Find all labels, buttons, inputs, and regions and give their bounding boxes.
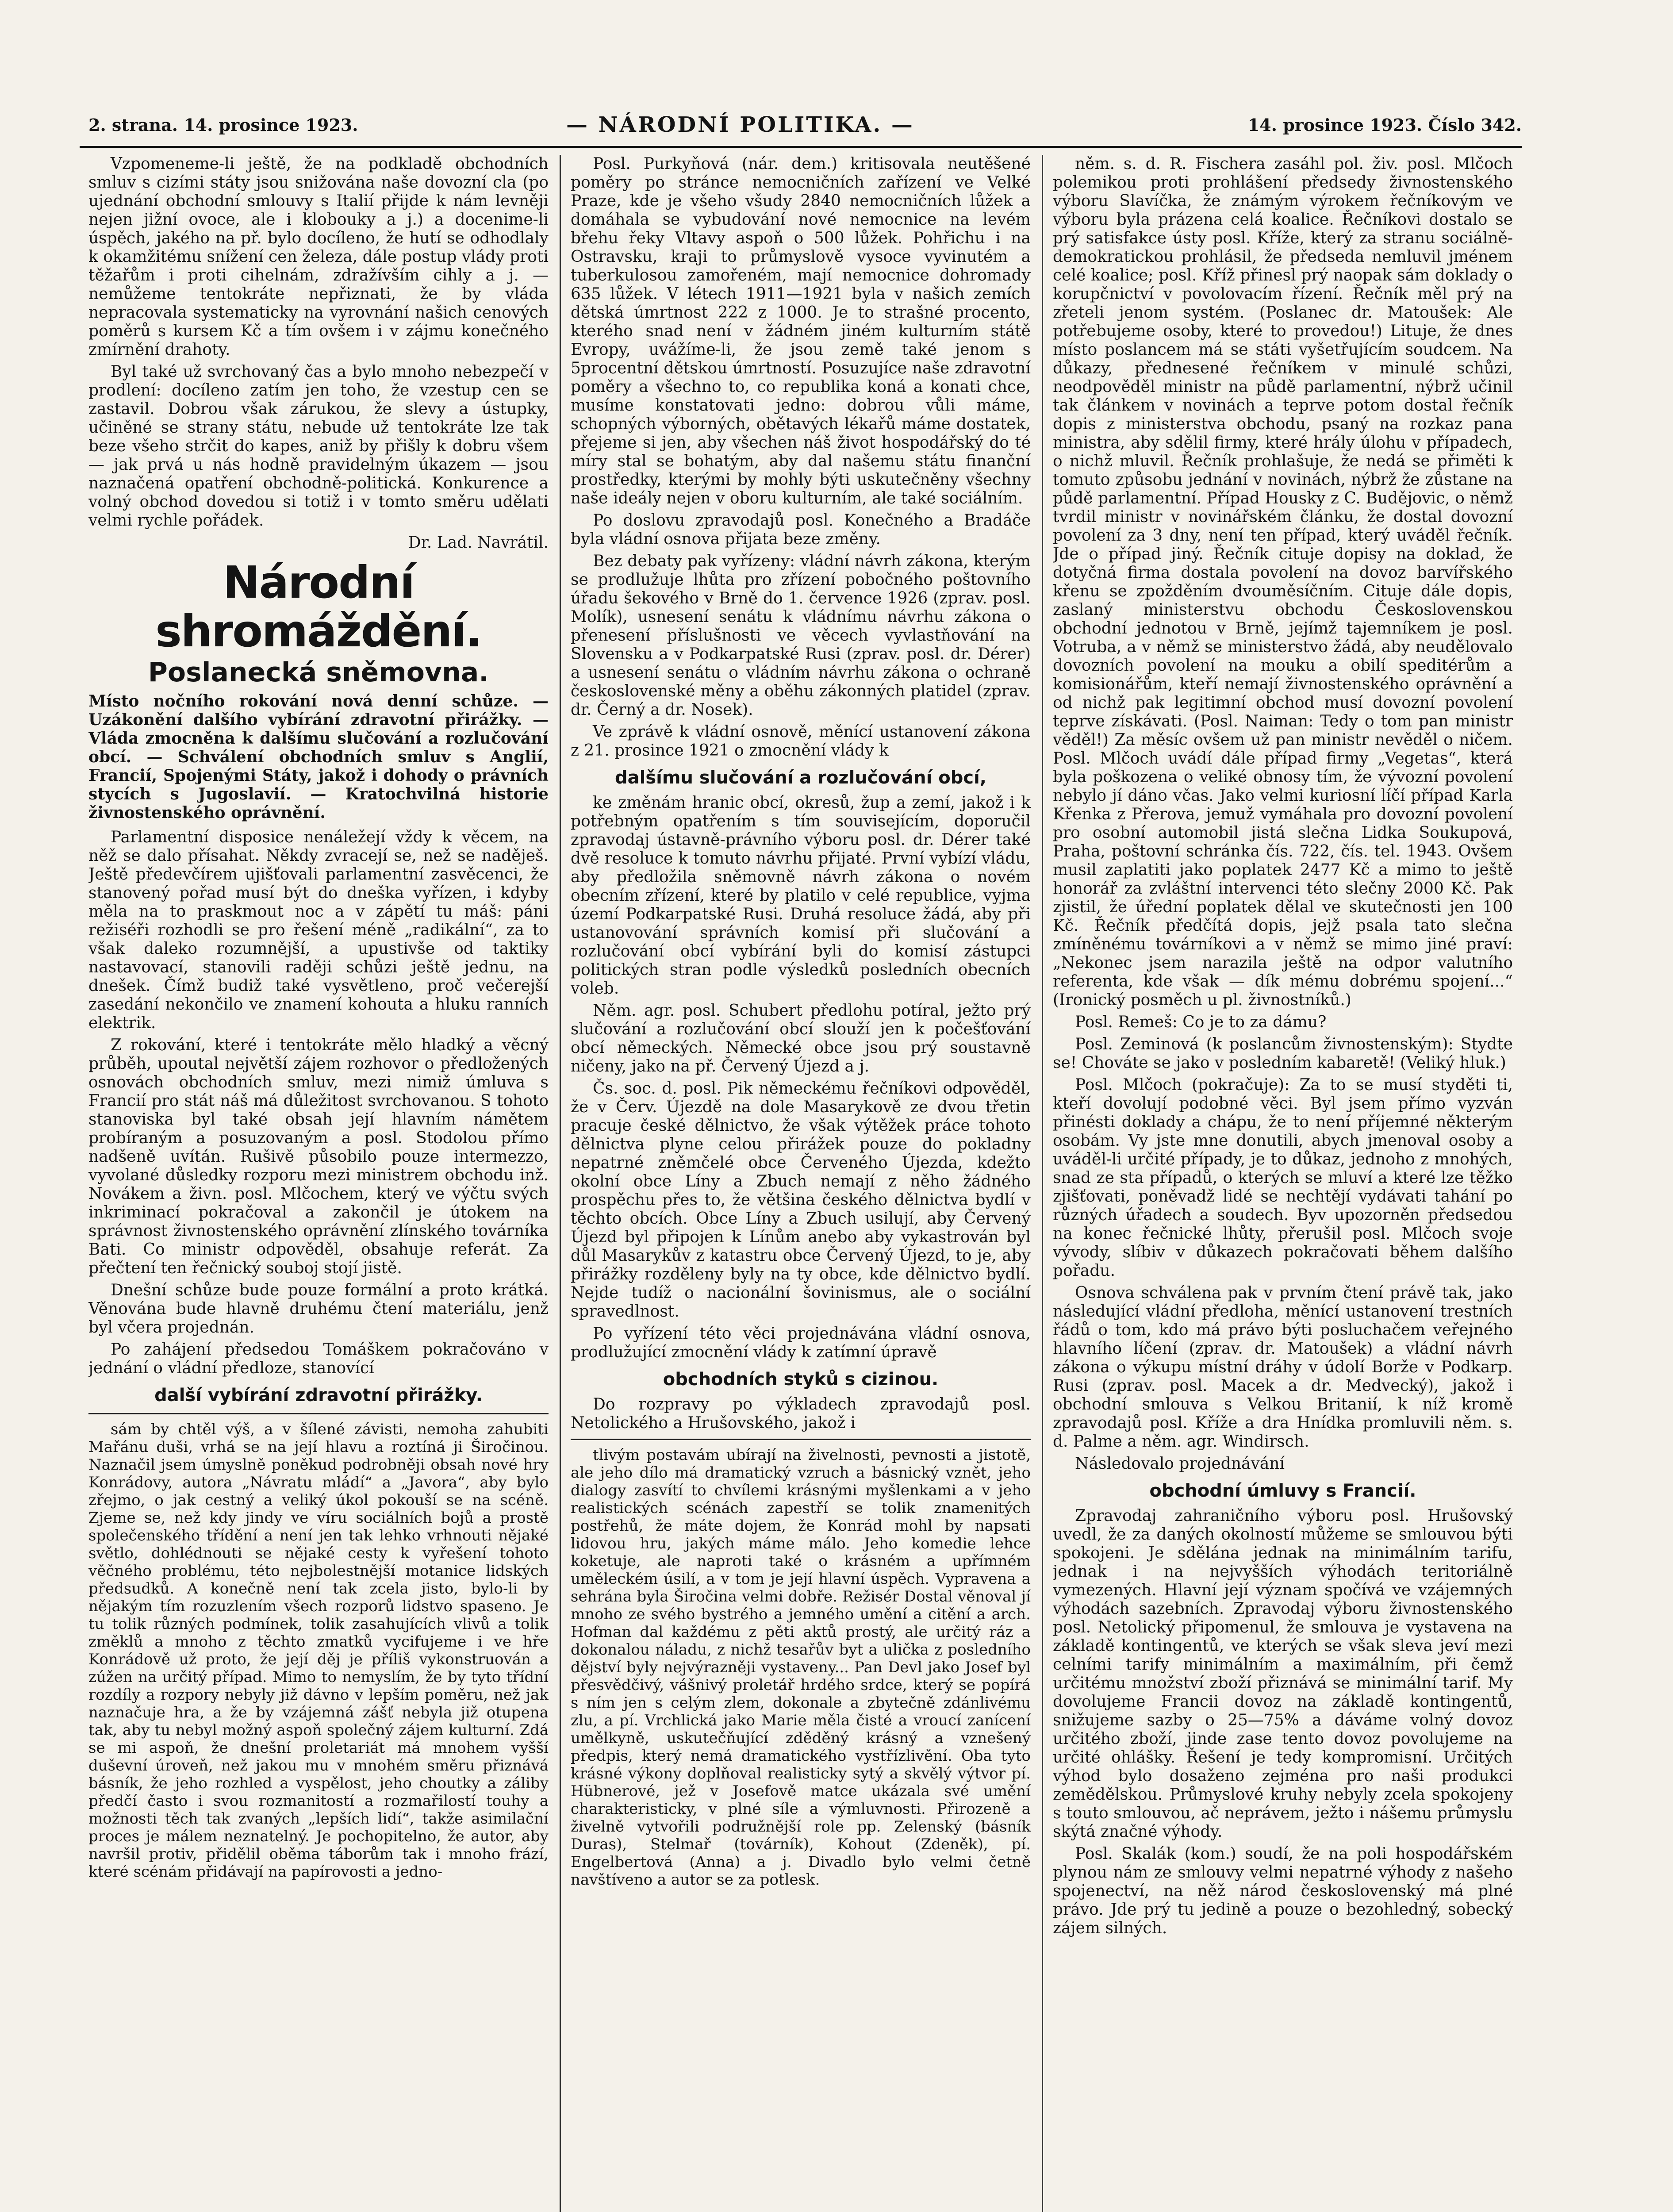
paragraph: Posl. Remeš: Co je to za dámu? [1075, 1013, 1327, 1031]
paragraph: Čs. soc. d. posl. Pik německému řečníkovi odpověděl, že v Červ. Újezdě na dole Masarykově ze dvou třetin pracuje české dělnictvo, že však výtěžek práce tohoto dělnictva plyne celou přirážek pouze do pokladny nepatrné zněmčelé obce Červeného Újezda, kdežto okolní obce Líny a Zbuch nemají z něho žádného prospěchu přes to, že většina českého dělnictva bydlí v těchto obcích. Obce Líny a Zbuch usilují, aby Červený Újezd byl připojen k Línům anebo aby vykastrován byl důl Masarykův z katastru obce Červený Újezd, to je, aby přirážky rozděleny byly na ty obce, kde dělnictvo bydlí. Nejde tudíž o nacionální šovinismus, ale o sociální spravedlnost. [571, 1079, 1031, 1321]
paragraph: Posl. Zeminová (k poslancům živnostenským): Stydte se! Chováte se jako v posledním kabaretě! (Veliký hluk.) [1053, 1035, 1513, 1072]
feuilleton-rule [571, 1439, 1031, 1440]
header-left: 2. strana. 14. prosince 1923. [88, 115, 358, 135]
paragraph: Po doslovu zpravodajů posl. Konečného a Bradáče byla vládní osnova přijata beze změny. [571, 511, 1031, 548]
section-title: Národní shromáždění. [155, 557, 482, 657]
column-divider [560, 155, 561, 2212]
column-1 [88, 155, 549, 2212]
paragraph: Něm. agr. posl. Schubert předlohu potíral, ježto prý slučování a rozlučování obcí slouží jen k počešťování obcí německých. Německé obce jsou prý soustavně ničeny, jako na př. Červený Újezd a j. [571, 1002, 1031, 1075]
article-lead: Místo nočního rokování nová denní schůze. — Uzákonění dalšího vybírání zdravotní přirážky. — Vláda zmocněna k dalšímu slučování a rozlučování obcí. — Schválení obchodních smluv s Anglií, Francií, Spojenými Státy, jakož i dohody o právních stycích s Jugoslavií. — Kratochvilná historie živnostenského oprávnění. [88, 692, 549, 822]
feuilleton-rule [88, 1413, 549, 1414]
paragraph: Byl také už svrchovaný čas a bylo mnoho nebezpečí v prodlení: docíleno zatím jen toho, že vzestup cen se zastavil. Dobrou však zárukou, že slevy a ústupky, učiněné se strany státu, nebude už tentokráte lze tak beze všeho strčit do kapes, aniž by přišly k dobru všem — jak prvá u nás hodně pravidelným úkazem — jsou naznačená opatření obchodně-politická. Konkurence a volný obchod dovedou si totiž i v tomto směru udělati velmi rychle pořádek. [88, 363, 549, 530]
paragraph: Bez debaty pak vyřízeny: vládní návrh zákona, kterým se prodlužuje lhůta pro zřízení pobočného poštovního úřadu šekového v Brně do 1. července 1926 (zprav. posl. Molík), usnesení senátu k vládnímu návrhu zákona o přenesení příslušnosti ve věcech vyvlastňování na Slovensku a v Podkarpatské Rusi (zprav. posl. dr. Dérer) a usnesení senátu o vládním návrhu zákona o ochraně československé měny a oběhu zákonných platidel (zprav. dr. Černý a dr. Nosek). [571, 552, 1031, 719]
subheading: obchodních styků s cizinou. [663, 1369, 939, 1390]
paragraph: něm. s. d. R. Fischera zasáhl pol. živ. posl. Mlčoch polemikou proti prohlášení předsedy živnostenského výboru Slavíčka, že známým výrokem řečníkovým ve výboru byla prázena celá koalice. Řečníkovi dostalo se prý satisfakce ústy posl. Kříže, který za stranu sociálně-demokratickou prohlásil, že předseda nemluvil jménem celé koalice; posl. Kříž přinesl prý naopak sám doklady o korupčnictví v povolovacím řízení. Řečník měl prý na zřeteli jenom systém. (Poslanec dr. Matoušek: Ale potřebujeme osoby, které to provedou!) Lituje, že dnes místo poslancem má se státi vyšetřujícím soudcem. Na důkazy, přednesené řečníkem v minulé schůzi, neodpověděl ministr na půdě parlamentní, nýbrž učinil tak článkem v novinách a teprve potom dostal řečník dopis z ministerstva obchodu, psaný na rozkaz pana ministra, aby sdělil firmy, které hrály úlohu v případech, o nichž mluvil. Řečník prohlašuje, že nedá se přiměti k tomuto způsobu jednání v novinách, nýbrž že zůstane na půdě parlamentní. Případ Housky z C. Budějovic, o němž tvrdil ministr v novinářském článku, že dostal dovozní povolení za 3 dny, není ten případ, který uváděl řečník. Jde o případ jiný. Řečník cituje dopisy na doklad, že dotyčná firma dostala povolení na dovoz barvířského křenu se zpožděním dvouměsíčním. Cituje dále dopis, zaslaný ministerstvu obchodu Československou obchodní jednotou v Brně, jejímž tajemníkem je posl. Votruba, a v němž se ministerstvo žádá, aby neudělovalo dovozních povolení na mouku a obilí speditérům a komisionářům, kteří nemají živnostenského oprávnění a od nichž pak legitimní obchod musí dovozní povolení teprve získávati. (Posl. Naiman: Tedy o tom pan ministr věděl!) Za měsíc ovšem už pan ministr nevěděl o ničem. Posl. Mlčoch uvádí dále případ firmy „Vegetas“, která byla poškozena o veliké obnosy tím, že vývozní povolení nebylo jí dáno včas. Jako velmi kuriosní líčí případ Karla Křenka z Přerova, jemuž vymáhala pro dovozní povolení pro osobní automobil jistá slečna Lidka Soukupová, Praha, poštovní schránka čís. 722, čís. tel. 1943. Ovšem musil zaplatiti jako poplatek 2477 Kč a mimo to ještě honorář za zvláštní intervenci této slečny 2000 Kč. Pak zjistil, že úřední poplatek dělal ve skutečnosti jen 100 Kč. Řečník předčítá dopis, jejž psala tato slečna zmíněnému továrníkovi a v němž se mimo jiné praví: „Nekonec jsem narazila ještě na odpor valutního referenta, kde však — dík mému dobrému spojení...“ (Ironický posměch u pl. živnostníků.) [1053, 155, 1513, 1009]
feuilleton-text: sám by chtěl výš, a v šílené závisti, nemoha zahubiti Mařánu duši, vrhá se na její hlavu a roztíná ji Širočinou. Naznačil jsem úmyslně poněkud podrobněji obsah nové hry Konrádovy, autora „Návratu mládí“ a „Javora“, aby bylo zřejmo, o jak cestný a veliký úkol pokouší se na scéně. Zjeme se, než kdy jindy ve víru sociálních bojů a prostě společenského třídění a není jen tak lehko vrhnouti nějaké světlo, dohlédnouti se nějaké cesty k vyřešení tohoto věčného problému, této nejbolestnější motanice lidských předsudků. A konečně není tak zcela jisto, bylo-li by nějakým tím rozuzlením všech rozporů lidstvo spaseno. Je tu tolik různých podmínek, tolik zasahujících vlivů a tolik změklů a mnoho z těchto zmatků vycifujeme i ve hře Konrádově už proto, že její děj je příliš vykonstruován a zúžen na určitý případ. Mimo to nemyslím, že by tyto třídní rozdíly a rozpory nebyly již dávno v lepším poměru, než jak naznačuje hra, a že by vzájemná zášť nebyla již otupena tak, aby tu nebyl možný aspoň společný zájem kulturní. Zdá se mi aspoň, že dnešní proletariát má mnohem vyšší duševní úroveň, než jakou mu v mnohém směru přiznává básník, že jeho rozhled a vyspělost, jeho choutky a záliby předčí často i svou rozmanitostí a rozmařilostí touhy a možnosti těch tak zvaných „lepších lidí“, takže asimilační proces je málem neznatelný. Je pochopitelno, že autor, aby navršil protiv, přidělil oběma táborům tak i mnoho frází, které scénám přidávají na papírovosti a jedno- [88, 1421, 549, 1881]
page-header [80, 111, 1522, 142]
paragraph: Dnešní schůze bude pouze formální a proto krátká. Věnována bude hlavně druhému čtení materiálu, jenž byl včera projednán. [88, 1281, 549, 1336]
paragraph: Osnova schválena pak v prvním čtení právě tak, jako následující vládní předloha, měnící ustanovení trestních řádů o tom, kdo má právo býti posluchačem veřejného hlavního líčení (zprav. dr. Matoušek) a vládní návrh zákona o výkupu místní dráhy v údolí Borže v Podkarp. Rusi (zprav. posl. Macek a dr. Medvecký), jakož i obchodní smlouva s Velkou Britanií, k níž kromě zpravodajů posl. Kříže a dra Hnídka promluvili něm. s. d. Palme a něm. agr. Windirsch. [1053, 1284, 1513, 1451]
paragraph: Z rokování, které i tentokráte mělo hladký a věcný průběh, upoutal největší zájem rozhovor o předložených osnovách obchodních smluv, mezi nimiž úmluva s Francií pro stát náš má důležitost svrchovanou. S tohoto stanoviska byl také obsah její hlavním námětem probíraným a posuzovaným a posl. Stodolou přímo nadšeně uvítán. Rušivě působilo pouze intermezzo, vyvolané důsledky rozporu mezi ministrem obchodu inž. Novákem a živn. posl. Mlčochem, který ve výčtu svých inkriminací pokračoval a zakončil je útokem na správnost živnostenského oprávnění zlínského továrníka Bati. Co ministr odpověděl, obsahuje referát. Za přečtení ten řečnický souboj stojí jistě. [88, 1036, 549, 1277]
paragraph: Posl. Skalák (kom.) soudí, že na poli hospodářském plynou nám ze smlouvy velmi nepatrné výhody z našeho spojenectví, na něž národ československý má plné právo. Jde prý tu jedině a pouze o bezohledný, sobecký zájem silných. [1053, 1845, 1513, 1937]
paragraph: Posl. Purkyňová (nár. dem.) kritisovala neutěšené poměry po stránce nemocničních zařízení ve Velké Praze, kde je všeho všudy 2840 nemocničních lůžek a domáhala se vybudování nové nemocnice na levém břehu řeky Vltavy aspoň o 500 lůžek. Pohřichu i na Ostravsku, kraji to průmyslově vysoce vyvinutém a tuberkulosou zamořeném, mají nemocnice dohromady 635 lůžek. V létech 1911—1921 byla v našich zemích dětská úmrtnost 222 z 1000. Je to strašné procento, kterého snad není v žádném jiném kulturním státě Evropy, uvážíme-li, že jsou země také jenom s 5procentní dětskou úmrtností. Posuzujíce naše zdravotní poměry a všechno to, co republika koná a konati chce, musíme konstatovati jedno: dobrou vůli máme, schopných výborných, obětavých lékařů máme dostatek, přejeme si jen, aby všechen náš život hospodářský do té míry stal se bohatým, aby dal našemu státu finanční prostředky, kterými by mohly býti uskutečněny všechny naše ideály nejen v oboru kulturním, ale také sociálním. [571, 155, 1031, 507]
paragraph: Po zahájení předsedou Tomáškem pokračováno v jednání o vládní předloze, stanovící [88, 1340, 549, 1377]
paragraph: ke změnám hranic obcí, okresů, žup a zemí, jakož i k potřebným opatřením s tím souvisejícím, doporučil zpravodaj ústavně-právního výboru posl. dr. Dérer také dvě resoluce k tomuto návrhu přijaté. První vybízí vládu, aby předložila sněmovně návrh zákona o novém obecním zřízení, které by platilo v celé republice, vyjma území Podkarpatské Rusi. Druhá resoluce žádá, aby při ustanovování správních komisí při slučování a rozlučování obcí vybírání byli do komisí zástupci politických stran podle výsledků posledních obecních voleb. [571, 794, 1031, 998]
header-right: 14. prosince 1923. Číslo 342. [1247, 115, 1522, 135]
column-3 [1053, 155, 1513, 2212]
paragraph: Posl. Mlčoch (pokračuje): Za to se musí styděti ti, kteří dovolují podobné věci. Byl jsem přímo vyzván přinésti doklady a chápu, že to není příjemné některým osobám. Vy jste mne donutili, abych jmenoval osoby a uváděl-li určité případy, je to důkaz, jednoho z mnohých, snad ze sta případů, o kterých se mluví a které lze těžko zjišťovati, poněvadž lidé se nechtějí vydávati tahání po různých úřadech a soudech. Byv upozorněn předsedou na konec řečnické lhůty, přerušil posl. Mlčoch svoje vývody, slíbiv v důkazech pokračovati během dalšího pořadu. [1053, 1076, 1513, 1280]
subheading: další vybírání zdravotní přirážky. [154, 1385, 483, 1406]
masthead: — NÁRODNÍ POLITIKA. — [566, 112, 914, 137]
article-signature: Dr. Lad. Navrátil. [408, 534, 549, 552]
paragraph: Po vyřízení této věci projednávána vládní osnova, prodlužující zmocnění vlády k zatímní úpravě [571, 1325, 1031, 1361]
column-divider [1042, 155, 1043, 2212]
paragraph: Ve zprávě k vládní osnově, měnící ustanovení zákona z 21. prosince 1921 o zmocnění vlády k [571, 723, 1031, 760]
paragraph: Parlamentní disposice nenáležejí vždy k věcem, na něž se dalo přísahat. Někdy zvracejí se, než se naděješ. Ještě předevčírem ujišťovali parlamentní zasvěcenci, že stanovený pořad musí být do dneška vyřízen, i kdyby měla na to praskmout noc a v zápětí tu máš: páni režiséři rozhodli se pro řešení méně „radikální“, za to však daleko rozumnější, a upustivše od taktiky nastavovací, stanovili raději schůzi ještě jednu, na dnešek. Čímž budiž také vysvětleno, proč večerejší zasedání nekončilo ve znamení kohouta a hluku ranních elektrik. [88, 828, 549, 1032]
paragraph: Zpravodaj zahraničního výboru posl. Hrušovský uvedl, že za daných okolností můžeme se smlouvou býti spokojeni. Je sdělána jednak na minimálním tarifu, jednak i na nejvyšších výhodách teritoriálně vymezených. Hlavní její význam spočívá ve vzájemných výhodách sazebních. Zpravodaj výboru živnostenského posl. Netolický připomenul, že smlouva je vystavena na základě kontingentů, ve kterých se však sleva jeví mezi celními tarify minimálním a maximálním, při čemž určitému množství zboží přiznává se minimální tarif. My dovolujeme Francii dovoz na základě kontingentů, snižujeme sazby o 25—75% a dáváme volný dovoz určitého zboží, jinde zase tento dovoz povolujeme na určité ohlášky. Řešení je tedy kompromisní. Určitých výhod bylo dosaženo zejména pro naši produkci zemědělskou. Průmyslové kruhy nebyly zcela spokojeny s touto smlouvou, ač neprávem, ježto i nášemu průmyslu skýtá značné výhody. [1053, 1507, 1513, 1841]
paragraph: Vzpomeneme-li ještě, že na podkladě obchodních smluv s cizími státy jsou snižována naše dovozní cla (po ujednání obchodní smlouvy s Italií přijde k nám levněji nejen jižní ovoce, ale i klobouky a j.) a docenime-li úspěch, jakého na př. bylo docíleno, že hutí se odhodlaly k okamžitému snížení cen železa, dále postup vlády proti těžařům i proti cihelnám, zdražívším cihly a j. — nemůžeme tentokráte nepřiznati, že by vláda nepracovala systematicky na vyrovnání našich cenových poměrů s kursem Kč a tím ovšem i v zájmu konečného zmírnění drahoty. [88, 155, 549, 359]
newspaper-page [80, 111, 1522, 2212]
feuilleton-text: tlivým postavám ubírají na živelnosti, pevnosti a jistotě, ale jeho dílo má dramatický vzruch a básnický vznět, jeho dialogy zasvítí to chvílemi krásnými myšlenkami a v jeho realistických scénách zapestří se tolik znamenitých postřehů, že máte dojem, že Konrád mohl by napsati lidovou hru, jakých máme málo. Jeho komedie lehce koketuje, ale naproti také o krásném a upřímném uměleckém úsilí, a v tom je její hlavní úspěch. Vypravena a sehrána byla Širočina velmi dobře. Režisér Dostal věnoval jí mnoho ze svého bystrého a jemného umění a citění a arch. Hofman dal každému z pěti aktů prostý, ale určitý ráz a dokonalou náladu, z nichž tesařův byt a ulička z posledního dějství byly nejvýrazněji vystaveny... Pan Devl jako Josef byl přesvědčivý, vášnivý proletář hrdého srdce, který se popírá s ním jen s celým zlem, dokonale a zbytečně zdánlivému zlu, a pí. Vrchlická jako Marie měla čisté a vroucí zanícení umělkyně, uskutečňující zděděný krásný a vznešený předpis, který nemá dramatického vystřízlivění. Oba tyto krásné výkony doplňoval realisticky sytý a skvělý výtvor pí. Hübnerové, jež v Josefově matce ukázala své umění charakteristicky, v plné síle a výmluvnosti. Přirozeně a živelně vytvořili podružnější role pp. Zelenský (básník Duras), Stelmař (továrník), Kohout (Zdeněk), pí. Engelbertová (Anna) a j. Divadlo bylo velmi četně navštíveno a autor se za potlesk. [571, 1446, 1031, 1889]
section-subtitle: Poslanecká sněmovna. [148, 657, 489, 688]
subheading: obchodní úmluvy s Francií. [1149, 1481, 1416, 1501]
paragraph: Následovalo projednávání [1075, 1455, 1285, 1473]
header-rule [80, 146, 1522, 148]
paragraph: Do rozpravy po výkladech zpravodajů posl. Netolického a Hrušovského, jakož i [571, 1395, 1031, 1432]
column-2 [571, 155, 1031, 2212]
subheading: dalšímu slučování a rozlučování obcí, [615, 768, 986, 788]
